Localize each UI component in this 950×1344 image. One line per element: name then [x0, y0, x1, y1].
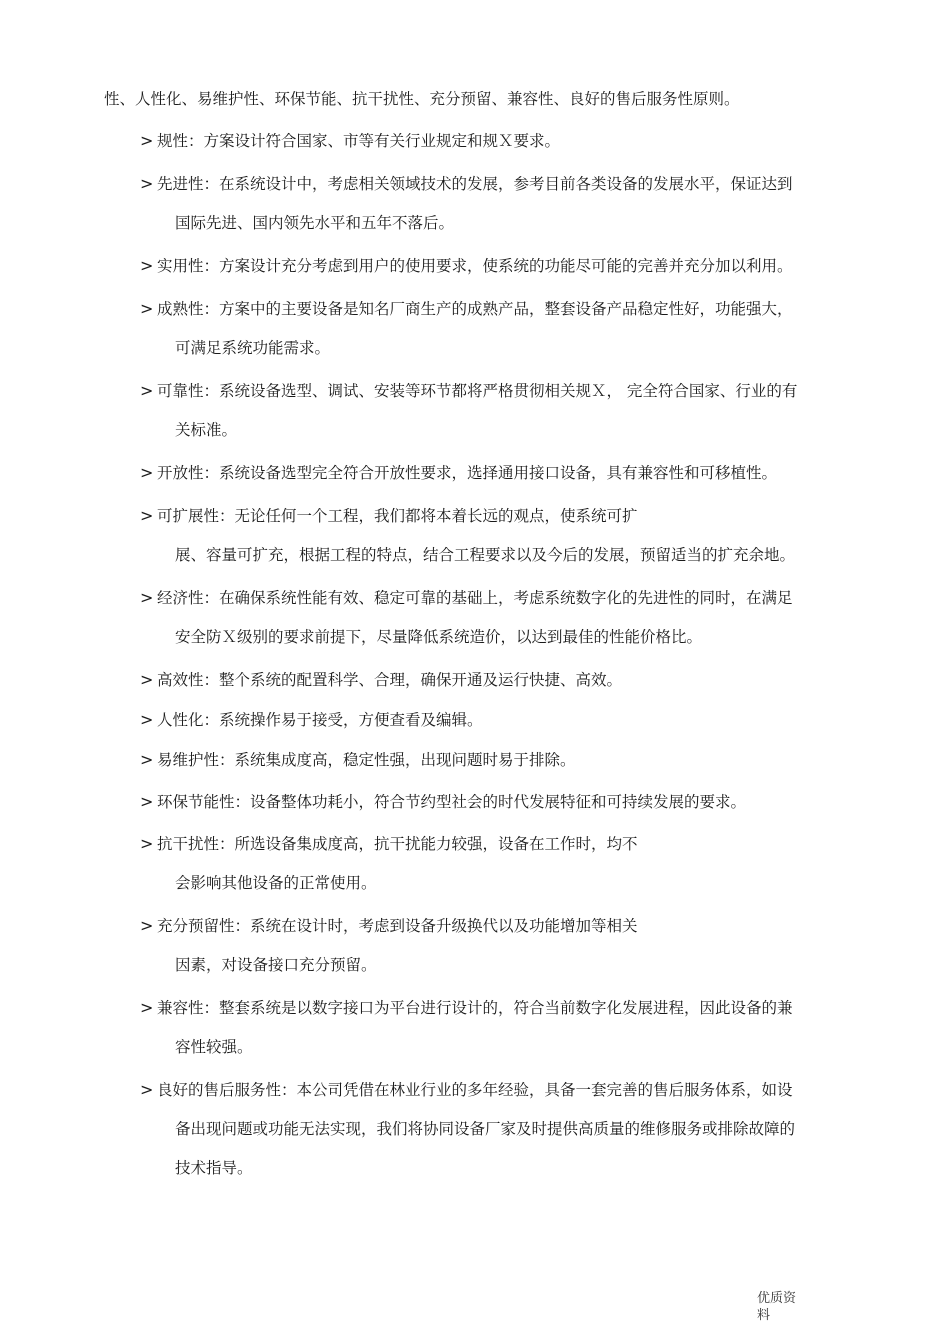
list-item-efficient	[140, 669, 860, 691]
principles-list	[140, 130, 860, 1179]
list-item-text: 规性：方案设计符合国家、市等有关行业规定和规Ｘ要求。	[157, 132, 561, 150]
list-item-text: 人性化：系统操作易于接受，方便查看及编辑。	[157, 711, 483, 729]
arrow-marker-icon: >	[140, 299, 154, 318]
list-item-scalable	[140, 505, 860, 566]
arrow-marker-icon: >	[140, 1080, 154, 1099]
list-item-text: 兼容性：整套系统是以数字接口为平台进行设计的，符合当前数字化发展进程，因此设备的兼	[157, 999, 793, 1017]
arrow-marker-icon: >	[140, 834, 154, 853]
list-item-continuation: 技术指导。	[175, 1159, 253, 1177]
arrow-marker-icon: >	[140, 710, 154, 729]
list-item-economic	[140, 587, 860, 648]
arrow-marker-icon: >	[140, 792, 154, 811]
list-item-text: 易维护性：系统集成度高，稳定性强，出现问题时易于排除。	[157, 751, 576, 769]
arrow-marker-icon: >	[140, 998, 154, 1017]
list-item-after-sales	[140, 1079, 860, 1179]
list-item-humanized	[140, 709, 860, 731]
list-item-continuation: 可满足系统功能需求。	[175, 339, 331, 357]
list-item-open	[140, 462, 860, 484]
list-item-continuation: 安全防Ｘ级别的要求前提下，尽量降低系统造价，以达到最佳的性能价格比。	[175, 628, 703, 646]
list-item-text: 经济性：在确保系统性能有效、稳定可靠的基础上，考虑系统数字化的先进性的同时，在满足	[157, 589, 793, 607]
list-item-continuation: 国际先进、国内领先水平和五年不落后。	[175, 214, 455, 232]
list-item-text: 良好的售后服务性：本公司凭借在林业行业的多年经验，具备一套完善的售后服务体系，如设	[157, 1081, 793, 1099]
list-item-text: 先进性：在系统设计中，考虑相关领域技术的发展，参考目前各类设备的发展水平，保证达到	[157, 175, 793, 193]
list-item-continuation: 备出现问题或功能无法实现，我们将协同设备厂家及时提供高质量的维修服务或排除故障的	[175, 1120, 796, 1138]
arrow-marker-icon: >	[140, 463, 154, 482]
arrow-marker-icon: >	[140, 174, 154, 193]
list-item-continuation: 会影响其他设备的正常使用。	[175, 874, 377, 892]
list-item-reserve	[140, 915, 860, 976]
footer-watermark: 优质资料	[757, 1291, 797, 1323]
list-item-continuation: 容性较强。	[175, 1038, 253, 1056]
arrow-marker-icon: >	[140, 506, 154, 525]
list-item-reliable	[140, 380, 860, 441]
list-item-practical	[140, 255, 860, 277]
list-item-anti-interference	[140, 833, 860, 894]
arrow-marker-icon: >	[140, 588, 154, 607]
list-item-text: 可扩展性：无论任何一个工程，我们都将本着长远的观点，使系统可扩	[157, 507, 638, 525]
arrow-marker-icon: >	[140, 750, 154, 769]
arrow-marker-icon: >	[140, 670, 154, 689]
list-item-eco	[140, 791, 860, 813]
list-item-text: 抗干扰性：所选设备集成度高，抗干扰能力较强，设备在工作时，均不	[157, 835, 638, 853]
list-item-advanced	[140, 173, 860, 234]
list-item-continuation: 关标准。	[175, 421, 238, 439]
list-item-mature	[140, 298, 860, 359]
list-item-continuation: 展、容量可扩充，根据工程的特点，结合工程要求以及今后的发展，预留适当的扩充余地。	[175, 546, 796, 564]
intro-paragraph: 性、人性化、易维护性、环保节能、抗干扰性、充分预留、兼容性、良好的售后服务性原则。	[104, 90, 740, 108]
list-item-text: 可靠性：系统设备选型、调试、安装等环节都将严格贯彻相关规Ｘ， 完全符合国家、行业的有	[157, 382, 798, 400]
arrow-marker-icon: >	[140, 381, 154, 400]
list-item-continuation: 因素，对设备接口充分预留。	[175, 956, 377, 974]
list-item-standard	[140, 130, 860, 152]
list-item-compatible	[140, 997, 860, 1058]
list-item-text: 成熟性：方案中的主要设备是知名厂商生产的成熟产品，整套设备产品稳定性好，功能强大，	[157, 300, 793, 318]
list-item-text: 高效性：整个系统的配置科学、合理，确保开通及运行快捷、高效。	[157, 671, 623, 689]
list-item-maintainable	[140, 749, 860, 771]
arrow-marker-icon: >	[140, 131, 154, 150]
list-item-text: 开放性：系统设备选型完全符合开放性要求，选择通用接口设备，具有兼容性和可移植性。	[157, 464, 778, 482]
arrow-marker-icon: >	[140, 256, 154, 275]
arrow-marker-icon: >	[140, 916, 154, 935]
list-item-text: 实用性：方案设计充分考虑到用户的使用要求，使系统的功能尽可能的完善并充分加以利用。	[157, 257, 793, 275]
list-item-text: 充分预留性：系统在设计时，考虑到设备升级换代以及功能增加等相关	[157, 917, 638, 935]
list-item-text: 环保节能性：设备整体功耗小，符合节约型社会的时代发展特征和可持续发展的要求。	[157, 793, 747, 811]
